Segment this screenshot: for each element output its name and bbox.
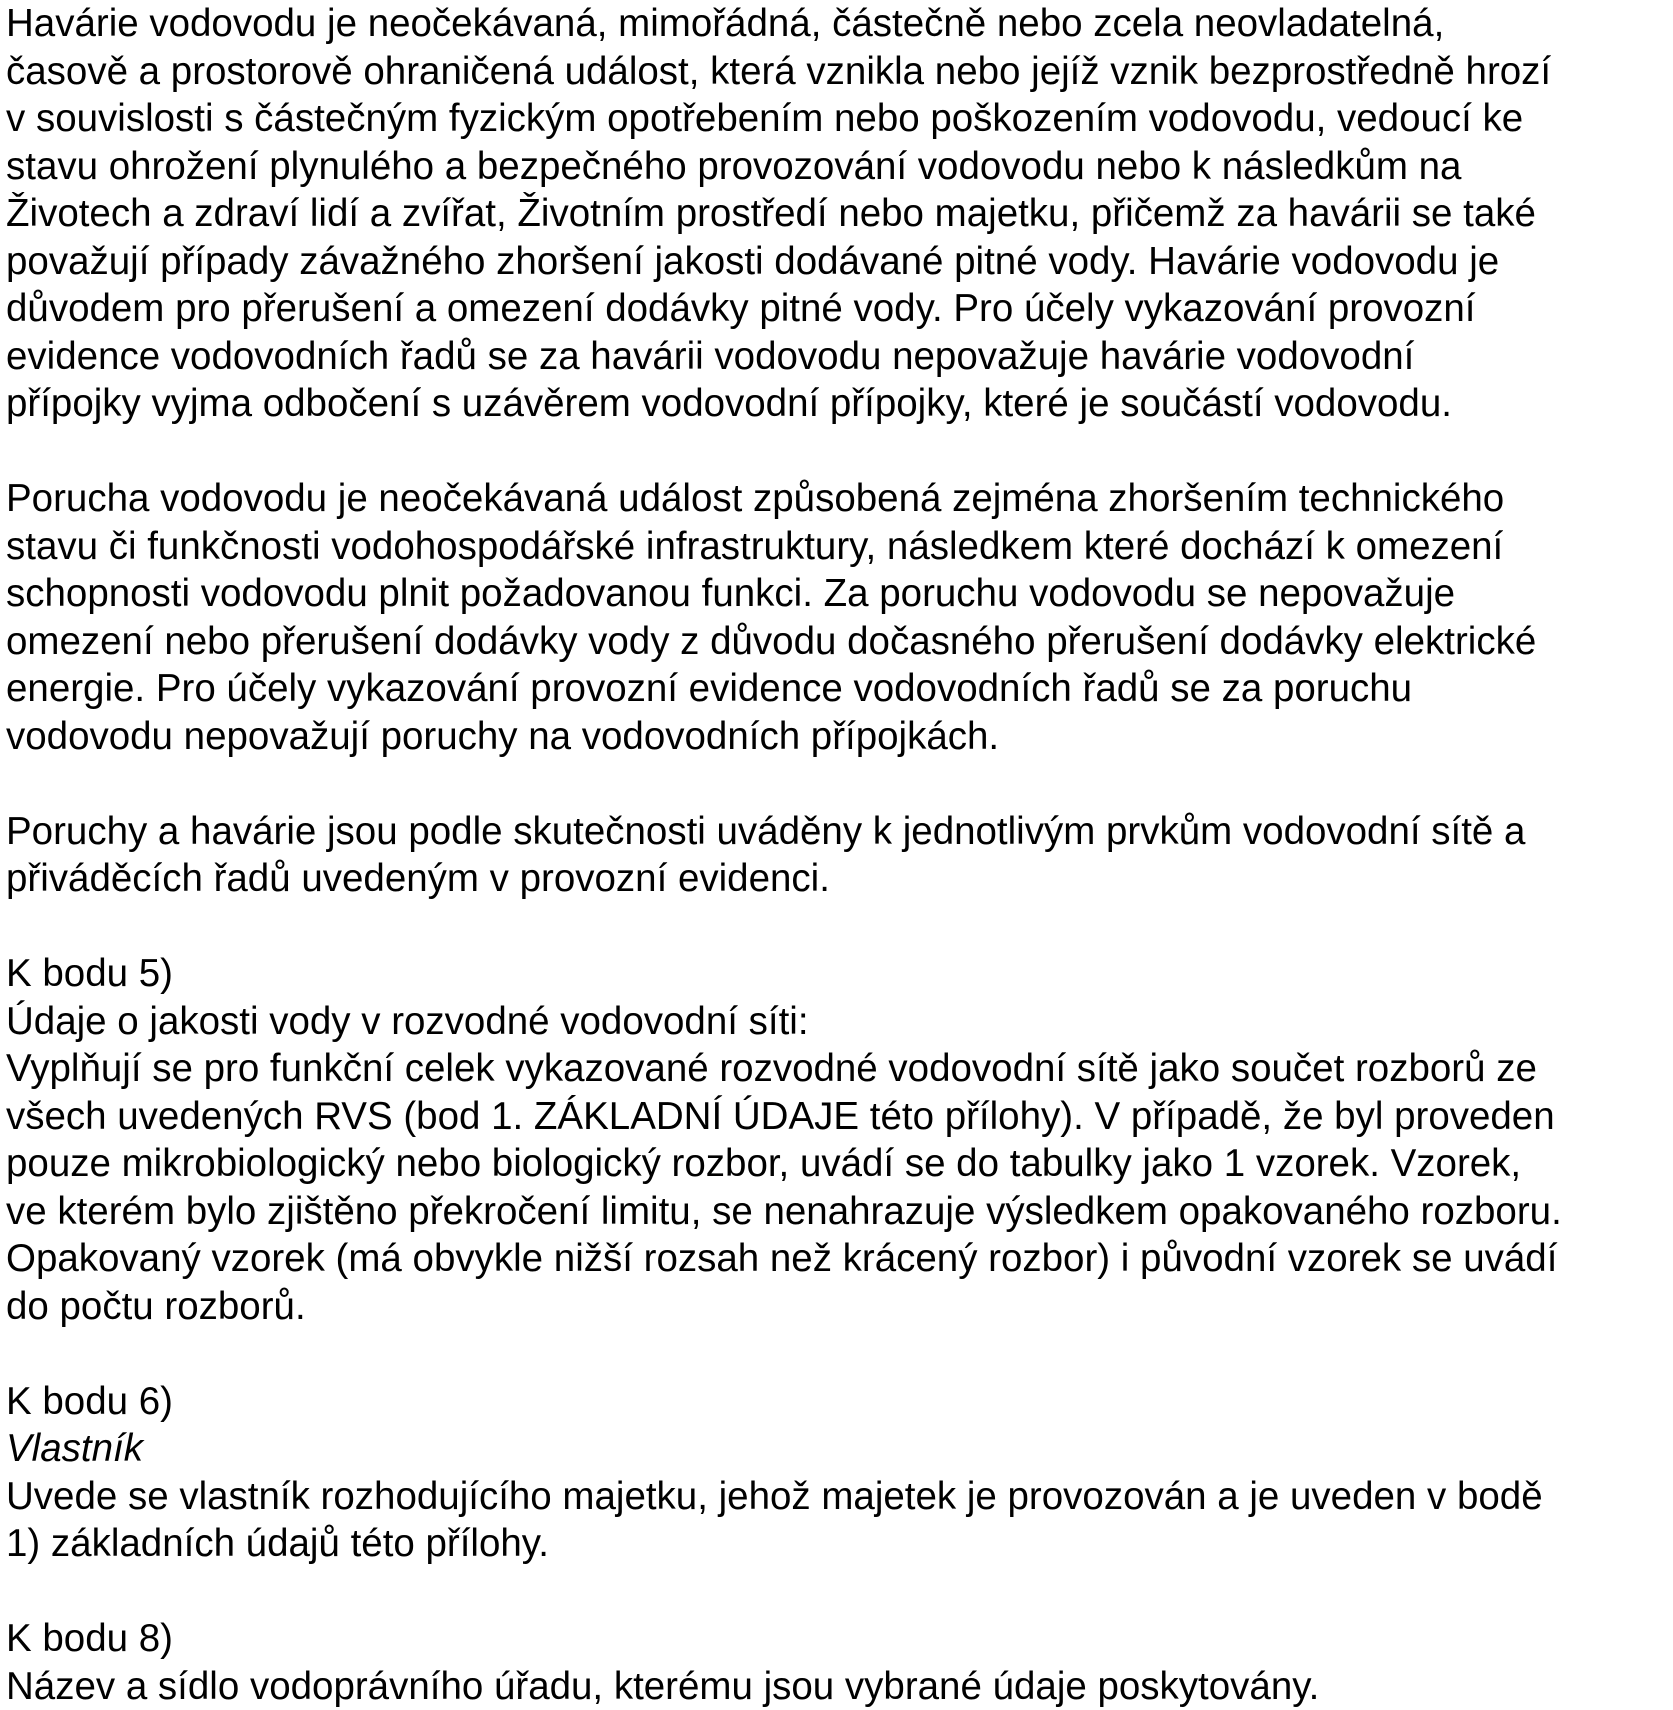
text-line: pouze mikrobiologický nebo biologický rozbor, uvádí se do tabulky jako 1 vzorek. Vzorek, <box>6 1140 1668 1188</box>
text-line: stavu ohrožení plynulého a bezpečného provozování vodovodu nebo k následkům na <box>6 143 1668 191</box>
section-heading: K bodu 6) <box>6 1378 1668 1426</box>
text-line: přiváděcích řadů uvedeným v provozní evidenci. <box>6 855 1668 903</box>
text-line: energie. Pro účely vykazování provozní evidence vodovodních řadů se za poruchu <box>6 665 1668 713</box>
paragraph-porucha-vodovodu <box>6 475 1668 760</box>
section-heading: K bodu 8) <box>6 1615 1668 1663</box>
text-line: časově a prostorově ohraničená událost, která vznikla nebo jejíž vznik bezprostředně hrozí <box>6 48 1668 96</box>
text-line: evidence vodovodních řadů se za havárii vodovodu nepovažuje havárie vodovodní <box>6 333 1668 381</box>
section-subheading: Údaje o jakosti vody v rozvodné vodovodní síti: <box>6 998 1668 1046</box>
text-line: Název a sídlo vodoprávního úřadu, kterému jsou vybrané údaje poskytovány. <box>6 1663 1668 1710</box>
paragraph-poruchy-a-havarie <box>6 808 1668 903</box>
section-bod-8 <box>6 1615 1668 1710</box>
text-line: v souvislosti s částečným fyzickým opotřebením nebo poškozením vodovodu, vedoucí ke <box>6 95 1668 143</box>
section-heading: K bodu 5) <box>6 950 1668 998</box>
paragraph-spacer <box>6 760 1668 808</box>
text-line: schopnosti vodovodu plnit požadovanou funkci. Za poruchu vodovodu se nepovažuje <box>6 570 1668 618</box>
text-line: Porucha vodovodu je neočekávaná událost způsobená zejména zhoršením technického <box>6 475 1668 523</box>
text-line: Vyplňují se pro funkční celek vykazované rozvodné vodovodní sítě jako součet rozborů ze <box>6 1045 1668 1093</box>
text-line: omezení nebo přerušení dodávky vody z důvodu dočasného přerušení dodávky elektrické <box>6 618 1668 666</box>
text-line: Opakovaný vzorek (má obvykle nižší rozsah než krácený rozbor) i původní vzorek se uvádí <box>6 1235 1668 1283</box>
text-line: ve kterém bylo zjištěno překročení limitu, se nenahrazuje výsledkem opakovaného rozboru. <box>6 1188 1668 1236</box>
text-line: považují případy závažného zhoršení jakosti dodávané pitné vody. Havárie vodovodu je <box>6 238 1668 286</box>
text-line: vodovodu nepovažují poruchy na vodovodních přípojkách. <box>6 713 1668 761</box>
section-subheading: Vlastník <box>6 1425 1668 1473</box>
text-line: Životech a zdraví lidí a zvířat, Životním prostředí nebo majetku, přičemž za havárii se také <box>6 190 1668 238</box>
paragraph-havarie-vodovodu <box>6 0 1668 428</box>
paragraph-spacer <box>6 1568 1668 1616</box>
text-line: přípojky vyjma odbočení s uzávěrem vodovodní přípojky, které je součástí vodovodu. <box>6 380 1668 428</box>
text-line: stavu či funkčnosti vodohospodářské infrastruktury, následkem které dochází k omezení <box>6 523 1668 571</box>
paragraph-spacer <box>6 428 1668 476</box>
section-bod-6 <box>6 1378 1668 1568</box>
text-line: Poruchy a havárie jsou podle skutečnosti uváděny k jednotlivým prvkům vodovodní sítě a <box>6 808 1668 856</box>
section-bod-5 <box>6 950 1668 1330</box>
paragraph-spacer <box>6 903 1668 951</box>
text-line: všech uvedených RVS (bod 1. ZÁKLADNÍ ÚDAJE této přílohy). V případě, že byl proveden <box>6 1093 1668 1141</box>
text-line: do počtu rozborů. <box>6 1283 1668 1331</box>
paragraph-spacer <box>6 1330 1668 1378</box>
text-line: Uvede se vlastník rozhodujícího majetku, jehož majetek je provozován a je uveden v bodě <box>6 1473 1668 1521</box>
text-line: důvodem pro přerušení a omezení dodávky pitné vody. Pro účely vykazování provozní <box>6 285 1668 333</box>
document-page <box>6 0 1668 1710</box>
text-line: 1) základních údajů této přílohy. <box>6 1520 1668 1568</box>
text-line: Havárie vodovodu je neočekávaná, mimořádná, částečně nebo zcela neovladatelná, <box>6 0 1668 48</box>
